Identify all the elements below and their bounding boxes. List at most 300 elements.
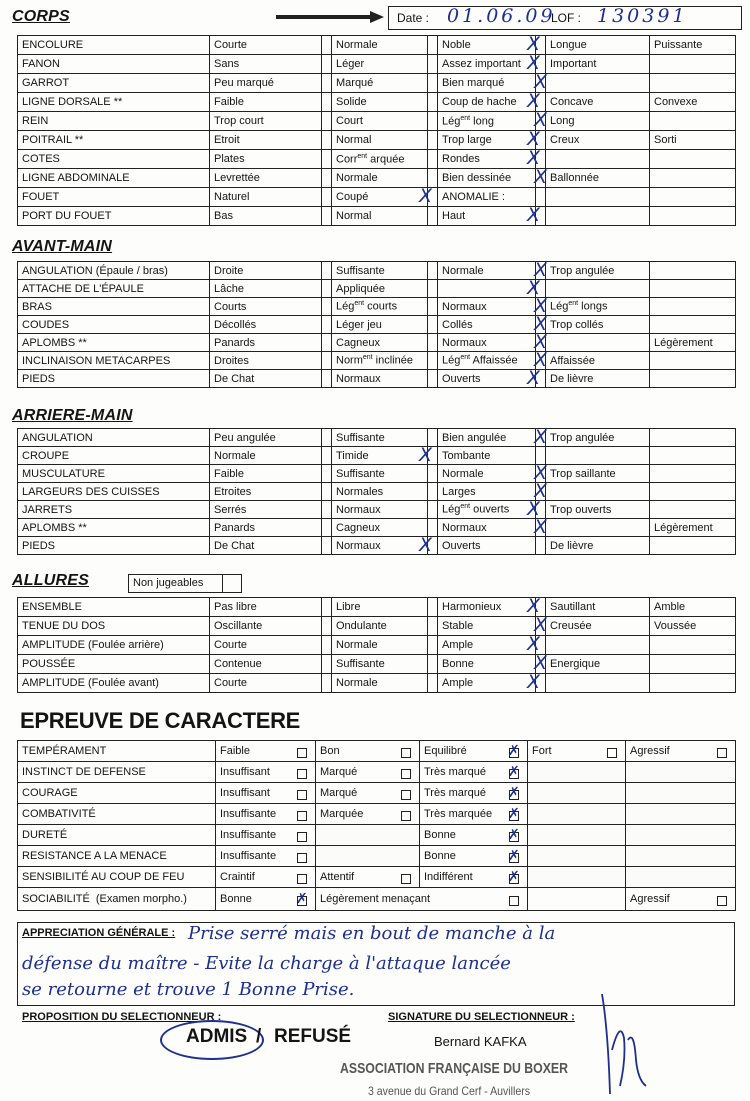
- mark-cell[interactable]: [322, 55, 332, 74]
- option-cell[interactable]: Bien marqué: [438, 74, 536, 93]
- cross-mark-icon: X: [534, 614, 548, 636]
- option-cell[interactable]: Normaux: [438, 334, 536, 352]
- checkbox[interactable]: [401, 748, 411, 758]
- cross-mark-icon: X: [534, 426, 548, 448]
- mark-cell[interactable]: [428, 262, 438, 280]
- checkbox[interactable]: [509, 790, 519, 800]
- option-cell[interactable]: Normale: [332, 36, 428, 55]
- option-cell[interactable]: Normaux: [332, 370, 428, 388]
- mark-cell[interactable]: [322, 636, 332, 655]
- option-cell[interactable]: [650, 483, 736, 501]
- checkbox[interactable]: [509, 853, 519, 863]
- option-cell[interactable]: [650, 298, 736, 316]
- option-cell[interactable]: Léger: [332, 55, 428, 74]
- option-label: Attentif: [320, 870, 355, 883]
- option-cell[interactable]: Collés: [438, 316, 536, 334]
- option-cell[interactable]: Courte: [210, 36, 322, 55]
- option-cell[interactable]: [650, 55, 736, 74]
- option-cell[interactable]: Coup de hache: [438, 93, 536, 112]
- option-cell[interactable]: [528, 804, 626, 825]
- option-cell[interactable]: De lièvre: [546, 537, 650, 555]
- option-cell[interactable]: Plates: [210, 150, 322, 169]
- mark-cell[interactable]: [322, 188, 332, 207]
- option-cell[interactable]: Droites: [210, 352, 322, 370]
- option-cell[interactable]: [650, 370, 736, 388]
- checkbox[interactable]: [297, 853, 307, 863]
- option-cell[interactable]: [528, 825, 626, 846]
- table-row: [18, 783, 736, 804]
- option-cell[interactable]: X Energique: [546, 655, 650, 674]
- option-cell[interactable]: Suffisante: [332, 262, 428, 280]
- option-cell[interactable]: Marqué: [332, 74, 428, 93]
- option-cell[interactable]: Normaux: [332, 501, 428, 519]
- mark-cell[interactable]: [322, 112, 332, 131]
- option-cell[interactable]: Corr$^{ent}$ arquée: [332, 150, 428, 169]
- option-cell[interactable]: [216, 846, 316, 867]
- option-cell[interactable]: Trop ouverts: [546, 501, 650, 519]
- mark-cell[interactable]: [322, 352, 332, 370]
- mark-cell[interactable]: [322, 501, 332, 519]
- mark-cell[interactable]: [322, 36, 332, 55]
- option-cell[interactable]: Important: [546, 55, 650, 74]
- mark-cell[interactable]: [428, 93, 438, 112]
- option-cell[interactable]: Coupé: [332, 188, 428, 207]
- mark-cell[interactable]: [322, 537, 332, 555]
- option-cell[interactable]: Normale: [332, 636, 428, 655]
- mark-cell[interactable]: [322, 298, 332, 316]
- option-cell[interactable]: Normaux: [438, 298, 536, 316]
- cross-mark-icon: X: [527, 671, 541, 693]
- option-label: Bonne: [220, 892, 252, 905]
- mark-cell[interactable]: [322, 316, 332, 334]
- option-cell[interactable]: Concave: [546, 93, 650, 112]
- signature-label: SIGNATURE DU SELECTIONNEUR :: [388, 1011, 575, 1023]
- option-cell[interactable]: X Trop collés: [546, 316, 650, 334]
- option-cell[interactable]: Courte: [210, 636, 322, 655]
- option-cell[interactable]: [528, 867, 626, 888]
- option-cell[interactable]: [316, 825, 420, 846]
- mark-cell[interactable]: [428, 112, 438, 131]
- table-row: [18, 537, 736, 555]
- cross-mark-icon: X: [419, 444, 433, 466]
- option-cell[interactable]: Normales: [332, 483, 428, 501]
- table-row: [18, 762, 736, 783]
- option-cell[interactable]: [650, 636, 736, 655]
- row-label: INSTINCT DE DEFENSE: [18, 762, 216, 783]
- mark-cell[interactable]: [322, 519, 332, 537]
- option-cell[interactable]: [420, 762, 528, 783]
- mark-cell[interactable]: [527, 367, 546, 389]
- option-cell[interactable]: [420, 804, 528, 825]
- option-cell[interactable]: Timide: [332, 447, 428, 465]
- sociabilite-sub: (Examen morpho.): [95, 893, 187, 905]
- option-cell[interactable]: Bonne: [438, 655, 536, 674]
- option-cell[interactable]: Normal: [332, 131, 428, 150]
- option-cell[interactable]: [528, 741, 626, 762]
- option-cell[interactable]: Voussée: [650, 617, 736, 636]
- option-cell[interactable]: Norm$^{ent}$ inclinée: [332, 352, 428, 370]
- option-cell[interactable]: [216, 783, 316, 804]
- option-cell[interactable]: Droite: [210, 262, 322, 280]
- option-cell[interactable]: Haut: [438, 207, 536, 226]
- option-cell[interactable]: Solide: [332, 93, 428, 112]
- option-cell[interactable]: [534, 516, 650, 538]
- mark-cell[interactable]: [322, 150, 332, 169]
- option-cell[interactable]: Suffisante: [332, 465, 428, 483]
- option-cell[interactable]: [650, 207, 736, 226]
- option-cell[interactable]: Faible: [210, 465, 322, 483]
- checkbox[interactable]: [297, 748, 307, 758]
- mark-cell[interactable]: [428, 465, 438, 483]
- option-cell[interactable]: Panards: [210, 519, 322, 537]
- mark-cell[interactable]: [322, 74, 332, 93]
- option-cell[interactable]: [650, 74, 736, 93]
- mark-cell[interactable]: [322, 93, 332, 112]
- option-cell[interactable]: Etroites: [210, 483, 322, 501]
- option-cell[interactable]: Levrettée: [210, 169, 322, 188]
- option-cell[interactable]: Noble: [438, 36, 536, 55]
- option-cell[interactable]: [650, 352, 736, 370]
- option-cell[interactable]: Stable: [438, 617, 536, 636]
- mark-cell[interactable]: [322, 262, 332, 280]
- mark-cell[interactable]: [428, 334, 438, 352]
- mark-cell[interactable]: [428, 370, 438, 388]
- option-cell[interactable]: Cagneux: [332, 519, 428, 537]
- option-cell[interactable]: Légèrement: [650, 334, 736, 352]
- option-cell[interactable]: Normale: [438, 465, 536, 483]
- option-cell[interactable]: [420, 867, 528, 888]
- mark-cell[interactable]: [428, 617, 438, 636]
- option-cell[interactable]: [316, 804, 420, 825]
- option-cell[interactable]: X Trop angulée: [546, 429, 650, 447]
- option-cell[interactable]: Décollés: [210, 316, 322, 334]
- option-cell[interactable]: X Trop angulée: [546, 262, 650, 280]
- option-label: Insuffisante: [220, 849, 277, 862]
- checkbox[interactable]: [401, 790, 411, 800]
- option-cell[interactable]: Lég$^{ent}$ long: [438, 112, 536, 131]
- mark-cell[interactable]: [536, 537, 546, 555]
- checkbox[interactable]: [509, 811, 519, 821]
- cross-mark-icon: X: [527, 52, 541, 74]
- option-cell[interactable]: Normal: [332, 207, 428, 226]
- checkbox[interactable]: [297, 790, 307, 800]
- option-label: Marquée: [320, 807, 364, 820]
- option-cell[interactable]: De Chat: [210, 370, 322, 388]
- option-cell[interactable]: [546, 674, 650, 693]
- mark-cell[interactable]: [419, 534, 438, 556]
- option-cell[interactable]: Panards: [210, 334, 322, 352]
- mark-cell[interactable]: [322, 655, 332, 674]
- option-cell[interactable]: [650, 447, 736, 465]
- option-cell[interactable]: [650, 537, 736, 555]
- option-cell[interactable]: [626, 867, 736, 888]
- option-cell[interactable]: Ample: [438, 636, 536, 655]
- option-cell[interactable]: Peu angulée: [210, 429, 322, 447]
- option-cell[interactable]: Faible: [210, 93, 322, 112]
- mark-cell[interactable]: [428, 207, 438, 226]
- option-cell[interactable]: Sorti: [650, 131, 736, 150]
- option-cell[interactable]: Lég$^{ent}$ Affaissée: [438, 352, 536, 370]
- checkbox[interactable]: [717, 896, 727, 906]
- option-cell[interactable]: [626, 804, 736, 825]
- mark-cell[interactable]: [428, 316, 438, 334]
- mark-cell[interactable]: [322, 280, 332, 298]
- option-cell[interactable]: Ample: [438, 674, 536, 693]
- option-cell[interactable]: [546, 188, 650, 207]
- option-cell[interactable]: [420, 741, 528, 762]
- option-cell[interactable]: [216, 762, 316, 783]
- option-cell[interactable]: [316, 762, 420, 783]
- option-cell[interactable]: [650, 674, 736, 693]
- option-cell[interactable]: [316, 888, 528, 911]
- option-cell[interactable]: Harmonieux: [438, 598, 536, 617]
- option-cell[interactable]: Trop court: [210, 112, 322, 131]
- option-cell[interactable]: [650, 188, 736, 207]
- option-cell[interactable]: [626, 888, 736, 911]
- option-cell[interactable]: [650, 280, 736, 298]
- option-cell[interactable]: [650, 465, 736, 483]
- option-cell[interactable]: Courts: [210, 298, 322, 316]
- option-cell[interactable]: Bien dessinée: [438, 169, 536, 188]
- checkbox[interactable]: [401, 874, 411, 884]
- option-cell[interactable]: [420, 825, 528, 846]
- option-cell[interactable]: Peu marqué: [210, 74, 322, 93]
- mark-cell[interactable]: [428, 131, 438, 150]
- checkbox[interactable]: [297, 811, 307, 821]
- mark-cell[interactable]: [527, 204, 546, 226]
- option-cell[interactable]: Normale: [332, 169, 428, 188]
- option-cell[interactable]: X Lég$^{ent}$ longs: [546, 298, 650, 316]
- option-cell[interactable]: Amble: [650, 598, 736, 617]
- checkbox[interactable]: [607, 748, 617, 758]
- option-cell[interactable]: [528, 846, 626, 867]
- cross-mark-icon: X: [419, 534, 433, 556]
- row-label: PIEDS: [18, 370, 210, 388]
- option-cell[interactable]: Suffisante: [332, 655, 428, 674]
- mark-cell[interactable]: [428, 55, 438, 74]
- option-cell[interactable]: Rondes: [438, 150, 536, 169]
- option-cell[interactable]: [650, 501, 736, 519]
- option-cell[interactable]: [316, 783, 420, 804]
- option-cell[interactable]: Court: [332, 112, 428, 131]
- option-cell[interactable]: Creux: [546, 131, 650, 150]
- option-cell[interactable]: Normale: [332, 674, 428, 693]
- option-cell[interactable]: Ondulante: [332, 617, 428, 636]
- option-cell[interactable]: Serrés: [210, 501, 322, 519]
- option-cell[interactable]: Pas libre: [210, 598, 322, 617]
- row-label: LARGEURS DES CUISSES: [18, 483, 210, 501]
- option-cell[interactable]: [316, 741, 420, 762]
- mark-cell[interactable]: [428, 36, 438, 55]
- cross-mark-icon: X: [534, 516, 548, 538]
- mark-cell[interactable]: [527, 671, 546, 693]
- option-cell[interactable]: [438, 280, 536, 298]
- option-cell[interactable]: Courte: [210, 674, 322, 693]
- option-cell[interactable]: Appliquée: [332, 280, 428, 298]
- checkbox[interactable]: [401, 769, 411, 779]
- option-cell[interactable]: [650, 262, 736, 280]
- mark-cell[interactable]: [322, 465, 332, 483]
- mark-cell[interactable]: [322, 429, 332, 447]
- option-cell[interactable]: Légèrement: [650, 519, 736, 537]
- checkbox[interactable]: [509, 832, 519, 842]
- mark-cell[interactable]: [322, 207, 332, 226]
- checkbox[interactable]: [509, 748, 519, 758]
- option-cell[interactable]: [534, 331, 650, 353]
- option-cell[interactable]: [626, 762, 736, 783]
- option-cell[interactable]: [216, 867, 316, 888]
- table-row: [18, 131, 736, 150]
- option-cell[interactable]: [650, 429, 736, 447]
- mark-cell[interactable]: [428, 655, 438, 674]
- option-cell[interactable]: Naturel: [210, 188, 322, 207]
- date-label: Date :: [397, 11, 430, 25]
- mark-cell[interactable]: [322, 131, 332, 150]
- option-cell[interactable]: [650, 316, 736, 334]
- option-cell[interactable]: Cagneux: [332, 334, 428, 352]
- table-row: [18, 825, 736, 846]
- cross-mark-icon: X: [527, 367, 541, 389]
- table-row: [18, 674, 736, 693]
- option-cell[interactable]: Lég$^{ent}$ courts: [332, 298, 428, 316]
- option-cell[interactable]: [528, 762, 626, 783]
- mark-cell[interactable]: [322, 334, 332, 352]
- checkbox[interactable]: [717, 748, 727, 758]
- cross-mark-icon: X: [527, 147, 541, 169]
- checkbox[interactable]: [297, 896, 307, 906]
- option-cell[interactable]: [546, 150, 650, 169]
- option-cell[interactable]: X Ballonnée: [546, 169, 650, 188]
- checkbox[interactable]: [509, 874, 519, 884]
- option-cell[interactable]: X Long: [546, 112, 650, 131]
- mark-cell[interactable]: [419, 444, 438, 466]
- option-cell[interactable]: [650, 112, 736, 131]
- option-cell[interactable]: Lég$^{ent}$ ouverts: [438, 501, 536, 519]
- mark-cell[interactable]: [419, 185, 438, 207]
- option-cell[interactable]: [626, 846, 736, 867]
- option-cell[interactable]: Etroit: [210, 131, 322, 150]
- checkbox[interactable]: [297, 832, 307, 842]
- option-cell[interactable]: Lâche: [210, 280, 322, 298]
- option-cell[interactable]: De Chat: [210, 537, 322, 555]
- option-cell[interactable]: [216, 741, 316, 762]
- mark-cell[interactable]: [322, 370, 332, 388]
- cross-mark-icon: X: [527, 90, 541, 112]
- mark-cell[interactable]: [428, 280, 438, 298]
- mark-cell[interactable]: [322, 169, 332, 188]
- option-cell[interactable]: [650, 655, 736, 674]
- option-cell[interactable]: [534, 71, 650, 93]
- mark-cell[interactable]: [428, 74, 438, 93]
- option-cell[interactable]: X Affaissée: [546, 352, 650, 370]
- option-cell[interactable]: ANOMALIE :: [438, 188, 536, 207]
- option-cell[interactable]: Sans: [210, 55, 322, 74]
- mark-cell[interactable]: [322, 598, 332, 617]
- option-cell[interactable]: Léger jeu: [332, 316, 428, 334]
- option-cell[interactable]: [528, 783, 626, 804]
- option-cell[interactable]: Normaux: [438, 519, 536, 537]
- table-row: [18, 519, 736, 537]
- option-cell[interactable]: Libre: [332, 598, 428, 617]
- option-cell[interactable]: X Trop saillante: [546, 465, 650, 483]
- option-cell[interactable]: [650, 150, 736, 169]
- option-cell[interactable]: Convexe: [650, 93, 736, 112]
- mark-cell[interactable]: [428, 598, 438, 617]
- mark-cell[interactable]: [428, 636, 438, 655]
- option-cell[interactable]: Bien angulée: [438, 429, 536, 447]
- option-cell[interactable]: [546, 207, 650, 226]
- option-cell[interactable]: Assez important: [438, 55, 536, 74]
- option-cell[interactable]: X Creusée: [546, 617, 650, 636]
- row-label: PIEDS: [18, 537, 210, 555]
- checkbox[interactable]: [509, 896, 519, 906]
- mark-cell[interactable]: [428, 674, 438, 693]
- option-cell[interactable]: Oscillante: [210, 617, 322, 636]
- mark-cell[interactable]: [428, 150, 438, 169]
- option-cell[interactable]: Tombante: [438, 447, 536, 465]
- option-cell[interactable]: Ouverts: [438, 370, 536, 388]
- checkbox[interactable]: [401, 811, 411, 821]
- checkbox[interactable]: [297, 769, 307, 779]
- mark-cell[interactable]: [322, 674, 332, 693]
- option-cell[interactable]: [420, 783, 528, 804]
- option-cell[interactable]: Contenue: [210, 655, 322, 674]
- option-cell[interactable]: [626, 825, 736, 846]
- option-cell[interactable]: Bas: [210, 207, 322, 226]
- option-cell[interactable]: [626, 741, 736, 762]
- option-cell[interactable]: [534, 480, 650, 502]
- option-cell[interactable]: [316, 846, 420, 867]
- mark-cell[interactable]: [428, 483, 438, 501]
- option-cell[interactable]: Suffisante: [332, 429, 428, 447]
- option-cell[interactable]: [626, 783, 736, 804]
- cross-mark-icon: X: [419, 185, 433, 207]
- mark-cell[interactable]: [322, 617, 332, 636]
- option-cell[interactable]: Normaux: [332, 537, 428, 555]
- checkbox[interactable]: [509, 769, 519, 779]
- mark-cell[interactable]: [428, 298, 438, 316]
- mark-cell[interactable]: [428, 501, 438, 519]
- option-cell[interactable]: [216, 888, 316, 911]
- option-cell[interactable]: Larges: [438, 483, 536, 501]
- option-cell[interactable]: Longue: [546, 36, 650, 55]
- option-label: Bonne: [424, 849, 456, 862]
- option-cell[interactable]: Ouverts: [438, 537, 536, 555]
- mark-cell[interactable]: [428, 352, 438, 370]
- table-row: [18, 888, 736, 911]
- option-cell[interactable]: De lièvre: [546, 370, 650, 388]
- option-cell[interactable]: [546, 636, 650, 655]
- option-cell[interactable]: [546, 447, 650, 465]
- option-cell[interactable]: [420, 846, 528, 867]
- checkbox[interactable]: [297, 874, 307, 884]
- option-cell[interactable]: Normale: [210, 447, 322, 465]
- cross-mark-icon: X: [534, 295, 548, 317]
- option-cell[interactable]: [216, 804, 316, 825]
- option-cell[interactable]: [316, 867, 420, 888]
- option-cell[interactable]: [650, 169, 736, 188]
- option-cell[interactable]: Sautillant: [546, 598, 650, 617]
- mark-cell[interactable]: [322, 447, 332, 465]
- section-title-avant-main: AVANT-MAIN: [12, 238, 113, 255]
- option-cell[interactable]: [546, 280, 650, 298]
- option-cell[interactable]: Puissante: [650, 36, 736, 55]
- option-cell[interactable]: [216, 825, 316, 846]
- option-cell[interactable]: Normale: [438, 262, 536, 280]
- divider: [222, 575, 223, 592]
- option-cell[interactable]: Trop large: [438, 131, 536, 150]
- mark-cell[interactable]: [322, 483, 332, 501]
